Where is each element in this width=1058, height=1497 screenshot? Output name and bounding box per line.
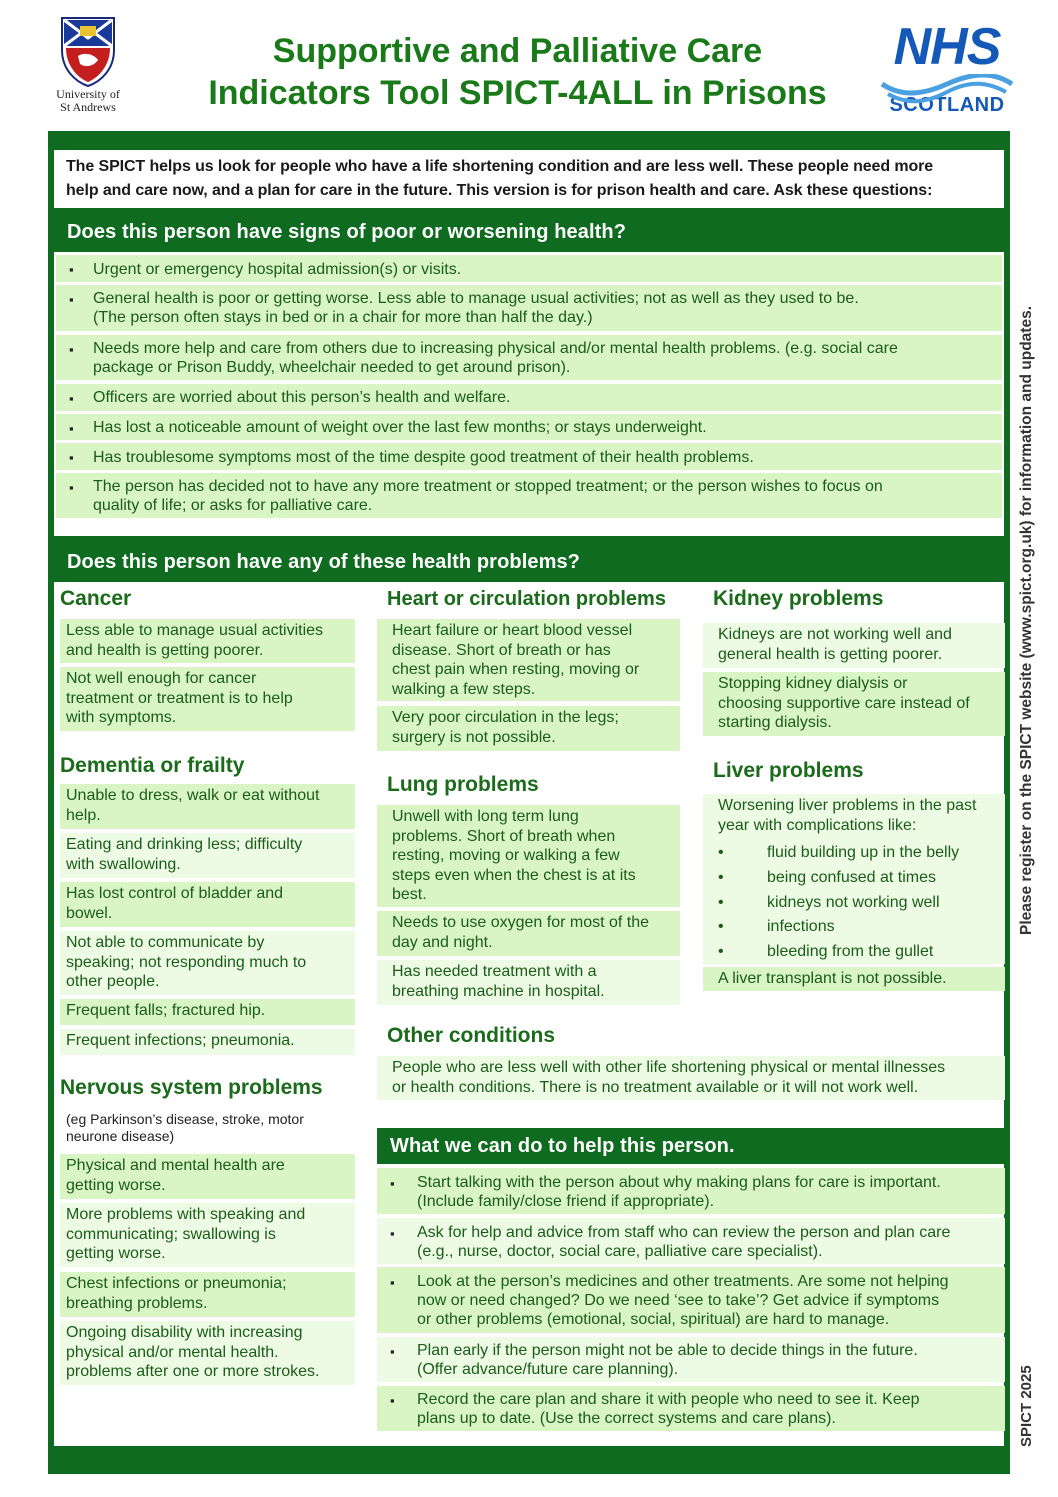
item-text: fluid building up in the belly bbox=[767, 844, 960, 861]
bullet-icon: • bbox=[718, 868, 724, 886]
item-text-cont: quality of life; or asks for palliative care. bbox=[93, 497, 373, 514]
line: Chest infections or pneumonia; bbox=[66, 1275, 287, 1292]
line: day and night. bbox=[392, 933, 493, 951]
line: People who are less well with other life shortening physical or mental illnesses bbox=[392, 1059, 946, 1076]
line: best. bbox=[392, 886, 427, 903]
dementia-item bbox=[60, 931, 355, 995]
bullet-icon: • bbox=[718, 943, 724, 961]
line: walking a few steps. bbox=[392, 680, 536, 698]
heart-heading: Heart or circulation problems bbox=[387, 588, 666, 610]
line: or other problems (emotional, social, spiritual) are hard to manage. bbox=[417, 1311, 890, 1328]
line: starting dialysis. bbox=[718, 714, 832, 731]
line: (eg Parkinson’s disease, stroke, motor bbox=[66, 1111, 304, 1127]
bullet-icon: ▪ bbox=[69, 342, 74, 357]
section-what-we-can-do-header: What we can do to help this person. bbox=[377, 1128, 1005, 1164]
item-text: Officers are worried about this person’s health and welfare. bbox=[93, 389, 511, 406]
action-item bbox=[377, 1386, 1005, 1431]
title-line2: Indicators Tool SPICT-4ALL in Prisons bbox=[208, 74, 827, 112]
line: problems after one or more strokes. bbox=[66, 1363, 320, 1380]
line: (e.g., nurse, doctor, social care, palliative care specialist). bbox=[417, 1243, 823, 1260]
bullet-icon: ▪ bbox=[390, 1176, 395, 1191]
spict-year: SPICT 2025 bbox=[1018, 1365, 1035, 1447]
liver-item bbox=[703, 967, 1005, 991]
heart-item bbox=[377, 706, 680, 751]
line: chest pain when resting, moving or bbox=[392, 661, 640, 678]
item-text: The person has decided not to have any more treatment or stopped treatment; or the person wishes to focus on bbox=[93, 478, 883, 495]
line: Look at the person’s medicines and other treatments. Are some not helping bbox=[417, 1273, 949, 1290]
line: bowel. bbox=[66, 904, 113, 922]
action-item bbox=[377, 1337, 1005, 1382]
register-notice: Please register on the SPICT website (www.spict.org.uk) for information and updates. bbox=[1018, 306, 1035, 935]
item-text: General health is poor or getting worse. Less able to manage usual activities; not as well as they used to be. bbox=[93, 290, 859, 307]
university-name-line1: University of bbox=[56, 87, 120, 101]
item-text-cont: (The person often stays in bed or in a chair for more than half the day.) bbox=[93, 309, 593, 326]
nhs-region: SCOTLAND bbox=[889, 94, 1005, 116]
title-line1: Supportive and Palliative Care bbox=[272, 32, 763, 70]
other-conditions-item bbox=[377, 1056, 1005, 1100]
intro-text bbox=[54, 150, 1004, 208]
line: problems. Short of breath when bbox=[392, 827, 616, 845]
liver-heading: Liver problems bbox=[713, 759, 864, 782]
line: year with complications like: bbox=[718, 816, 917, 834]
line: choosing supportive care instead of bbox=[718, 694, 970, 712]
line: getting worse. bbox=[66, 1176, 166, 1194]
line: breathing machine in hospital. bbox=[392, 982, 605, 1000]
nervous-item bbox=[60, 1321, 355, 1385]
bullet-icon: • bbox=[718, 893, 724, 911]
cancer-item bbox=[60, 667, 355, 731]
nervous-system-heading: Nervous system problems bbox=[60, 1076, 323, 1099]
bullet-icon: ▪ bbox=[69, 391, 74, 406]
university-name-line2: St Andrews bbox=[60, 100, 116, 114]
line: Start talking with the person about why making plans for care is important. bbox=[417, 1174, 941, 1191]
nhs-scotland-logo bbox=[876, 18, 1018, 117]
line: (Include family/close friend if appropriate). bbox=[417, 1193, 715, 1210]
line: breathing problems. bbox=[66, 1294, 208, 1312]
cancer-heading: Cancer bbox=[60, 587, 132, 610]
item-text: kidneys not working well bbox=[767, 893, 940, 911]
line: communicating; swallowing is bbox=[66, 1225, 276, 1243]
nervous-item bbox=[60, 1154, 355, 1199]
cancer-item bbox=[60, 619, 355, 663]
other-conditions-heading: Other conditions bbox=[387, 1024, 555, 1047]
line: with swallowing. bbox=[66, 855, 181, 873]
line: Plan early if the person might not be able to decide things in the future. bbox=[417, 1342, 918, 1359]
line: surgery is not possible. bbox=[392, 728, 556, 746]
dementia-item bbox=[60, 833, 355, 878]
item-text: Has lost a noticeable amount of weight over the last few months; or stays underweight. bbox=[93, 419, 707, 436]
lung-heading: Lung problems bbox=[387, 773, 539, 796]
line: Eating and drinking less; difficulty bbox=[66, 836, 303, 853]
bullet-icon: ▪ bbox=[69, 262, 74, 277]
action-item bbox=[377, 1168, 1005, 1214]
list-item bbox=[718, 915, 998, 940]
line: speaking; not responding much to bbox=[66, 953, 307, 971]
section-health-problems-header: Does this person have any of these health problems? bbox=[54, 545, 1004, 580]
bullet-icon: ▪ bbox=[69, 421, 74, 436]
dementia-item bbox=[60, 882, 355, 927]
list-item bbox=[56, 335, 1002, 380]
action-item bbox=[377, 1267, 1005, 1333]
line: now or need changed? Do we need ‘see to take’? Get advice if symptoms bbox=[417, 1292, 940, 1309]
nhs-label: NHS bbox=[893, 18, 1001, 76]
line: disease. Short of breath or has bbox=[392, 641, 611, 659]
list-item bbox=[56, 443, 1002, 470]
nervous-item bbox=[60, 1272, 355, 1317]
page-title bbox=[150, 30, 885, 114]
list-item bbox=[56, 473, 1002, 518]
line: (Offer advance/future care planning). bbox=[417, 1361, 679, 1378]
line: More problems with speaking and bbox=[66, 1206, 306, 1223]
list-item bbox=[56, 285, 1002, 331]
line: and health is getting poorer. bbox=[66, 641, 264, 659]
line: help. bbox=[66, 806, 101, 824]
line: Kidneys are not working well and bbox=[718, 626, 952, 643]
line: getting worse. bbox=[66, 1245, 166, 1262]
line: Not well enough for cancer bbox=[66, 670, 257, 687]
line: general health is getting poorer. bbox=[718, 645, 943, 663]
kidney-item bbox=[703, 672, 1005, 736]
lung-item bbox=[377, 960, 680, 1005]
line: plans up to date. (Use the correct systems and care plans). bbox=[417, 1410, 836, 1427]
line: Very poor circulation in the legs; bbox=[392, 709, 619, 726]
nhs-waves-icon bbox=[880, 74, 1014, 104]
dementia-item bbox=[60, 784, 355, 829]
heart-item bbox=[377, 619, 680, 701]
line: Record the care plan and share it with people who need to see it. Keep bbox=[417, 1391, 920, 1408]
bullet-icon: ▪ bbox=[69, 450, 74, 465]
line: steps even when the chest is at its bbox=[392, 866, 636, 884]
list-item bbox=[56, 414, 1002, 440]
list-item bbox=[56, 255, 1002, 282]
dementia-heading: Dementia or frailty bbox=[60, 754, 245, 777]
liver-complication-list bbox=[718, 841, 998, 965]
action-item bbox=[377, 1218, 1005, 1264]
kidney-heading: Kidney problems bbox=[713, 587, 884, 610]
kidney-item bbox=[703, 623, 1005, 668]
line: resting, moving or walking a few bbox=[392, 847, 620, 864]
item-text: being confused at times bbox=[767, 868, 936, 886]
university-crest-icon bbox=[60, 16, 116, 88]
list-item bbox=[56, 384, 1002, 411]
lung-item bbox=[377, 805, 680, 907]
bullet-icon: ▪ bbox=[390, 1344, 395, 1359]
bullet-icon: • bbox=[718, 844, 724, 861]
item-text: infections bbox=[767, 918, 835, 936]
line: Heart failure or heart blood vessel bbox=[392, 622, 633, 639]
line: Frequent infections; pneumonia. bbox=[66, 1032, 295, 1049]
line: Physical and mental health are bbox=[66, 1157, 285, 1174]
nervous-item bbox=[60, 1203, 355, 1267]
line: Ongoing disability with increasing bbox=[66, 1324, 303, 1341]
line: Ask for help and advice from staff who can review the person and plan care bbox=[417, 1224, 951, 1241]
line: Stopping kidney dialysis or bbox=[718, 675, 908, 692]
line: Needs to use oxygen for most of the bbox=[392, 914, 650, 931]
line: with symptoms. bbox=[66, 709, 177, 726]
bullet-icon: ▪ bbox=[390, 1275, 395, 1290]
line: treatment or treatment is to help bbox=[66, 689, 293, 707]
item-text: Has troublesome symptoms most of the time despite good treatment of their health problems. bbox=[93, 449, 754, 466]
section-poor-health-list bbox=[54, 252, 1004, 536]
bullet-icon: • bbox=[718, 918, 724, 936]
line: or health conditions. There is no treatment available or it will not work well. bbox=[392, 1078, 919, 1096]
nervous-system-note bbox=[66, 1111, 304, 1145]
line: A liver transplant is not possible. bbox=[718, 970, 947, 987]
lung-item bbox=[377, 911, 680, 956]
line: Unable to dress, walk or eat without bbox=[66, 787, 320, 804]
line: physical and/or mental health. bbox=[66, 1343, 279, 1361]
item-text: bleeding from the gullet bbox=[767, 943, 934, 961]
list-item bbox=[718, 891, 998, 916]
dementia-item bbox=[60, 1029, 355, 1055]
line: Has lost control of bladder and bbox=[66, 885, 284, 902]
line: Worsening liver problems in the past bbox=[718, 797, 977, 814]
line: Less able to manage usual activities bbox=[66, 622, 324, 639]
intro-line1: The SPICT helps us look for people who have a life shortening condition and are less well. These people need more bbox=[66, 158, 934, 175]
line: Unwell with long term lung bbox=[392, 808, 579, 825]
line: other people. bbox=[66, 973, 160, 990]
line: neurone disease) bbox=[66, 1128, 175, 1144]
list-item bbox=[718, 841, 998, 866]
bullet-icon: ▪ bbox=[390, 1393, 395, 1408]
list-item bbox=[718, 866, 998, 891]
bullet-icon: ▪ bbox=[390, 1226, 395, 1241]
line: Not able to communicate by bbox=[66, 934, 265, 951]
section-poor-health-header: Does this person have signs of poor or worsening health? bbox=[54, 214, 1004, 250]
item-text-cont: package or Prison Buddy, wheelchair needed to get around prison). bbox=[93, 359, 571, 376]
bullet-icon: ▪ bbox=[69, 480, 74, 495]
bullet-icon: ▪ bbox=[69, 292, 74, 307]
item-text: Urgent or emergency hospital admission(s) or visits. bbox=[93, 261, 462, 278]
line: Frequent falls; fractured hip. bbox=[66, 1002, 266, 1019]
item-text: Needs more help and care from others due to increasing physical and/or mental health problems. (e.g. social care bbox=[93, 340, 898, 357]
dementia-item bbox=[60, 999, 355, 1025]
list-item bbox=[718, 940, 998, 965]
intro-line2: help and care now, and a plan for care in the future. This version is for prison health and care. Ask these questions: bbox=[66, 182, 933, 199]
line: Has needed treatment with a bbox=[392, 963, 597, 980]
university-logo bbox=[52, 16, 124, 114]
